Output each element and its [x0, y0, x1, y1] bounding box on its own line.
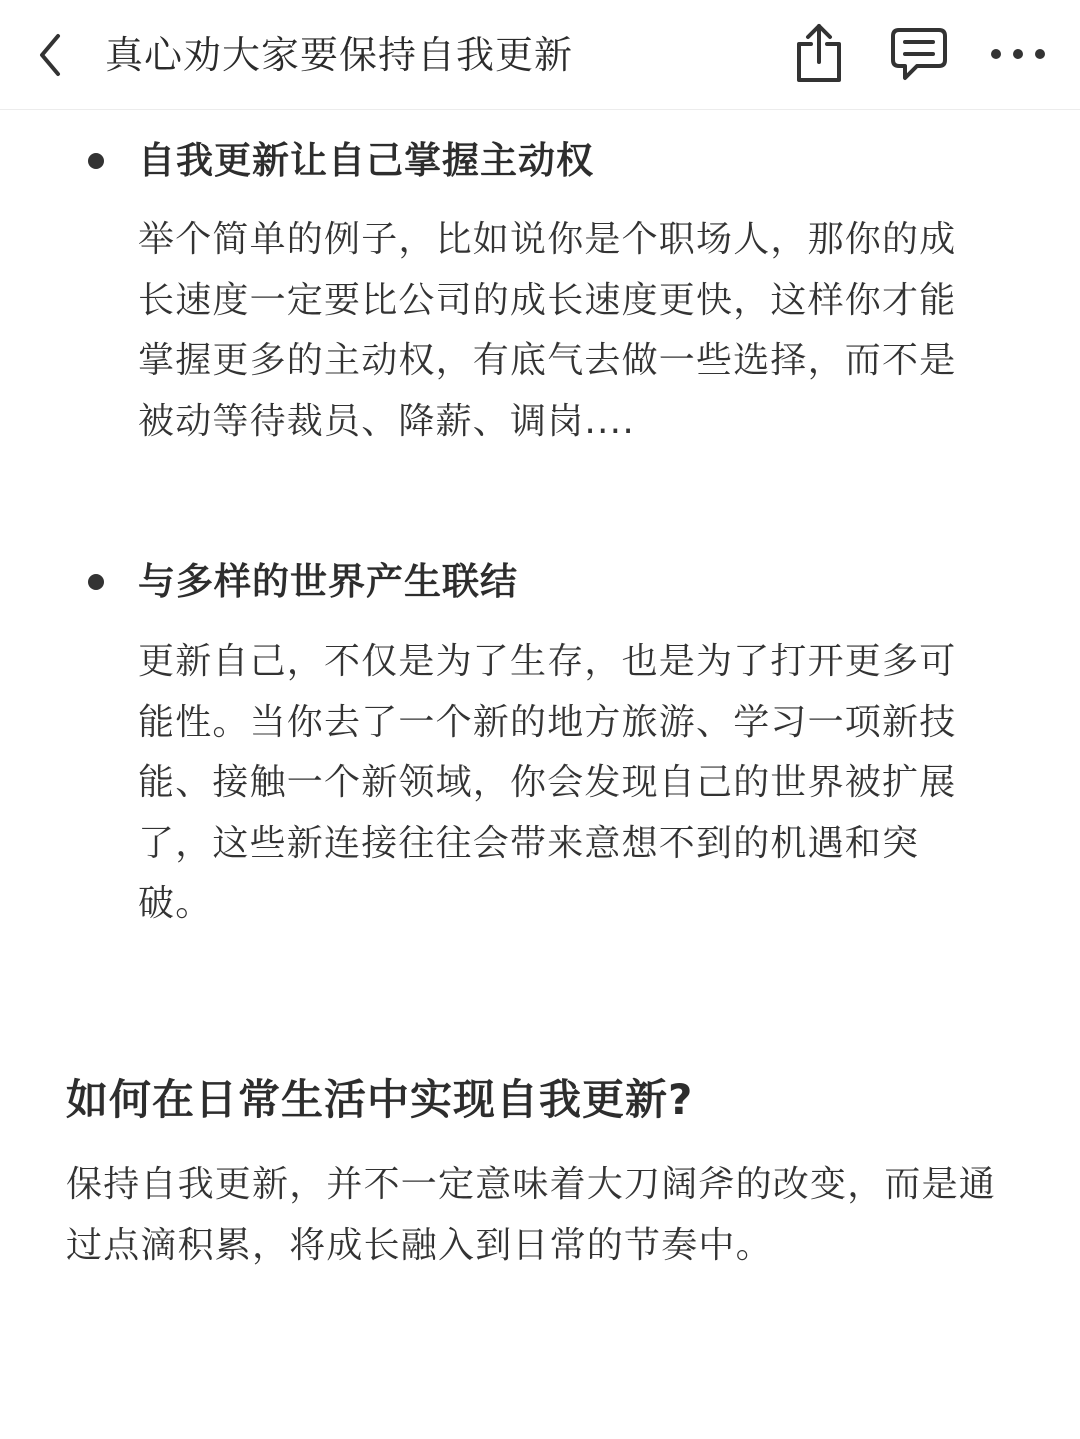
- comment-button[interactable]: [881, 16, 957, 92]
- bullet-body: 更新自己，不仅是为了生存，也是为了打开更多可能性。当你去了一个新的地方旅游、学习一项新技能、接触一个新领域，你会发现自己的世界被扩展了，这些新连接往往会带来意想不到的机遇和突破。: [138, 641, 957, 924]
- back-button[interactable]: [20, 25, 80, 85]
- bullet-heading: 自我更新让自己掌握主动权: [138, 139, 594, 182]
- section-body: 保持自我更新，并不一定意味着大刀阔斧的改变，而是通过点滴积累，将成长融入到日常的节奏中。: [66, 1164, 997, 1266]
- page-title: 真心劝大家要保持自我更新: [105, 33, 574, 77]
- chevron-left-icon: [30, 30, 70, 80]
- bullet-dot: [88, 153, 104, 169]
- bullet-dot: [88, 574, 104, 590]
- section-heading: 如何在日常生活中实现自我更新?: [66, 1075, 694, 1124]
- share-icon: [791, 22, 847, 86]
- top-navigation-bar: [0, 0, 1080, 110]
- bullet-body: 举个简单的例子，比如说你是个职场人，那你的成长速度一定要比公司的成长速度更快，这样你才能掌握更多的主动权，有底气去做一些选择，而不是被动等待裁员、降薪、调岗....: [138, 219, 957, 442]
- more-horizontal-icon: [988, 44, 1048, 64]
- more-button[interactable]: [980, 16, 1056, 92]
- share-button[interactable]: [781, 16, 857, 92]
- comment-icon: [889, 24, 949, 84]
- bullet-heading: 与多样的世界产生联结: [138, 560, 518, 603]
